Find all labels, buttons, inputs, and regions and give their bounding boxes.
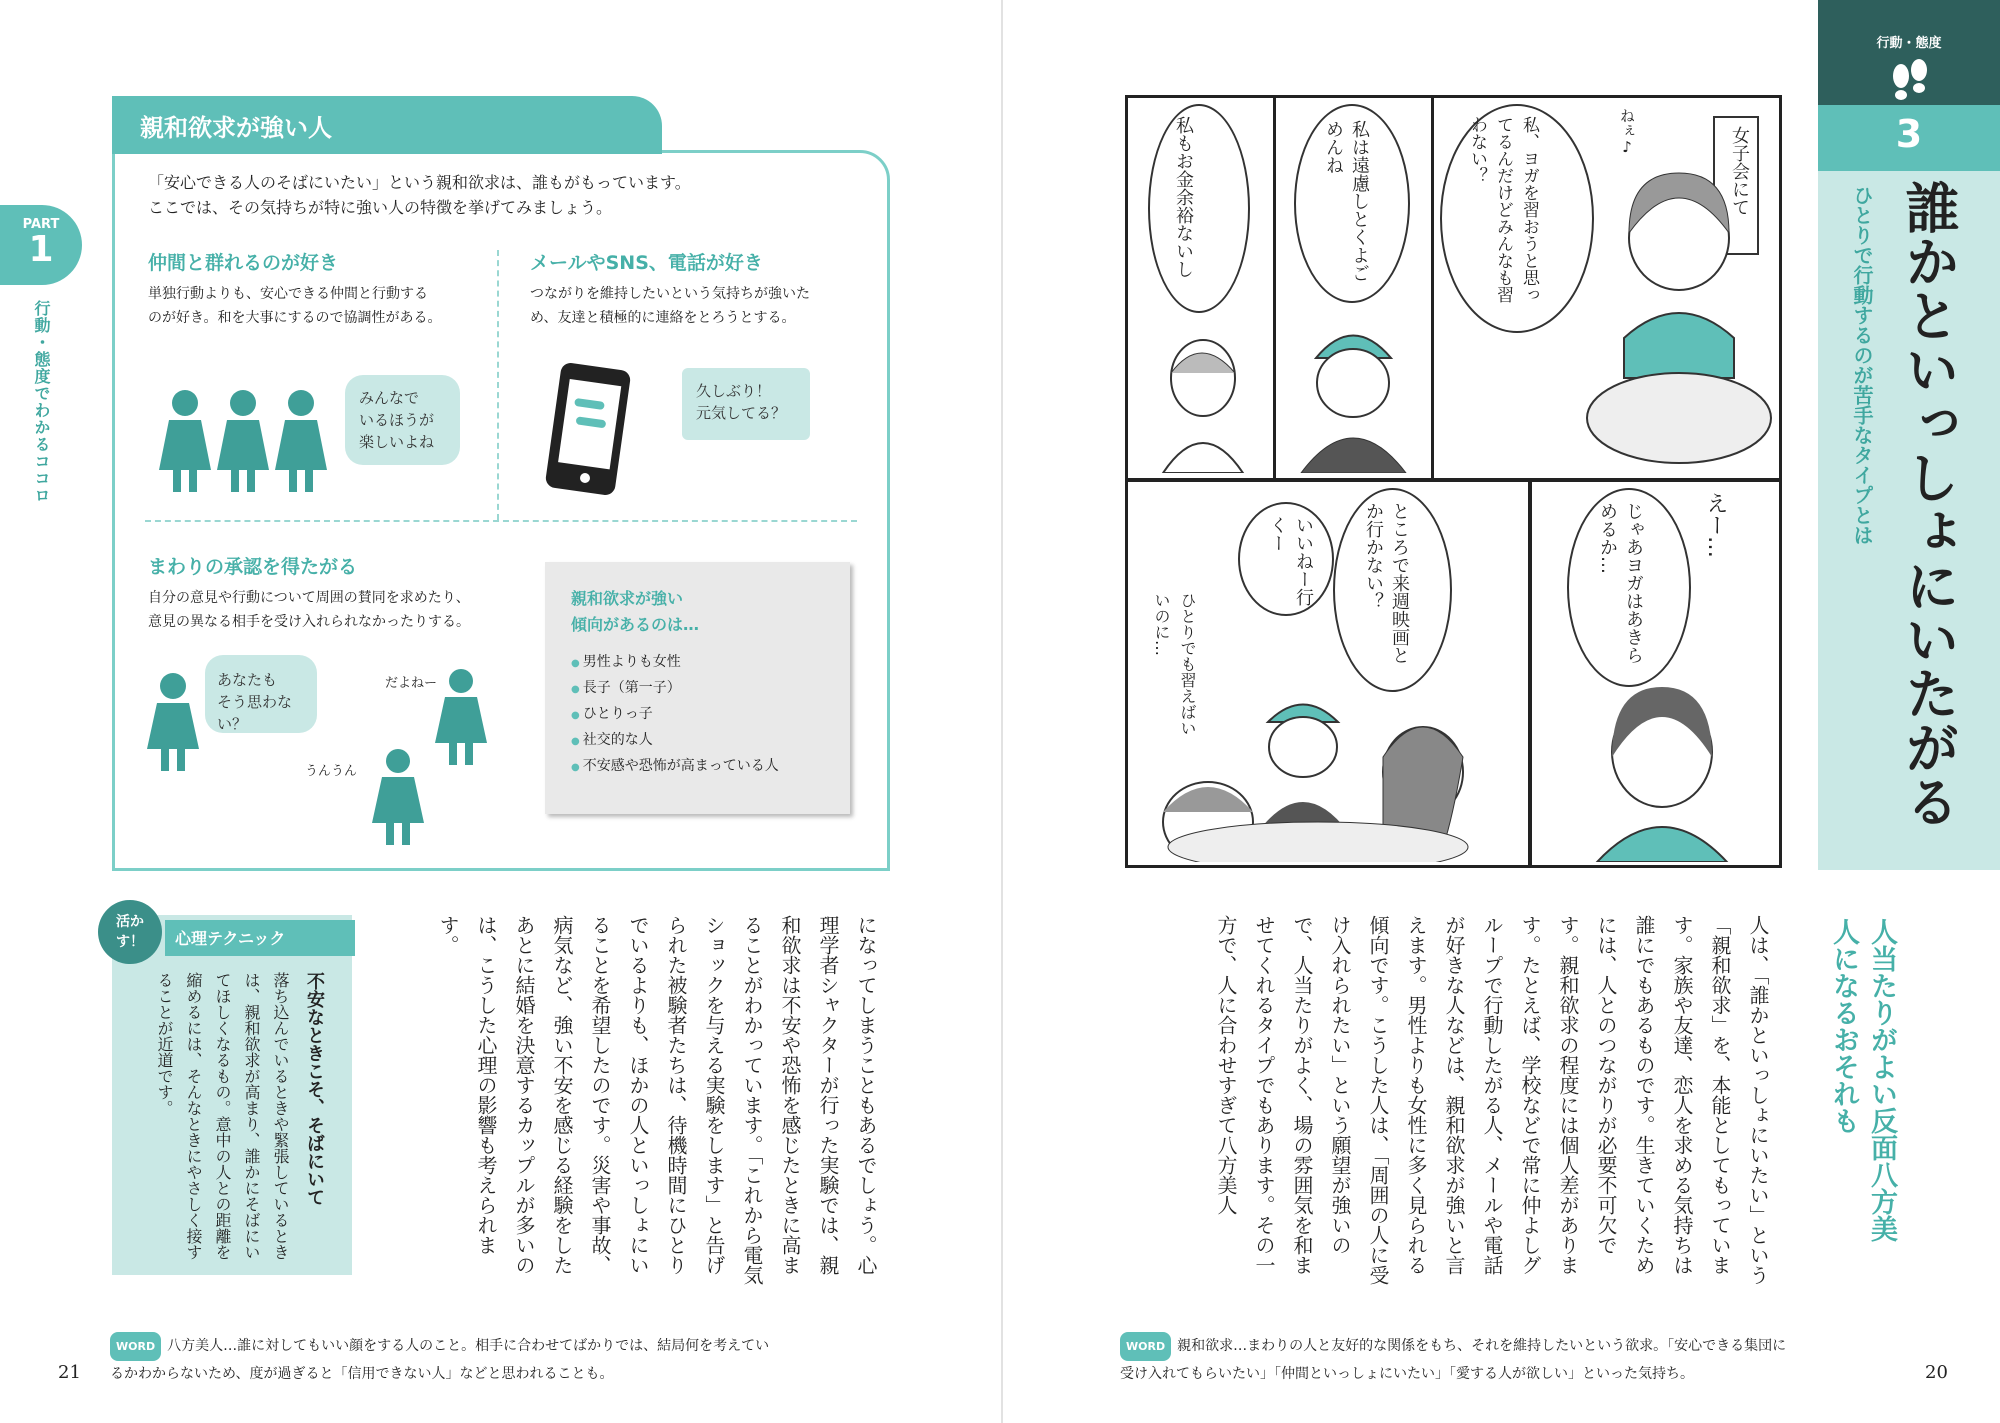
feature-text	[148, 586, 528, 634]
note-title-line: 傾向があるのは…	[571, 615, 700, 634]
three-people-icon	[155, 385, 335, 495]
comic-panel	[1273, 95, 1434, 481]
footnote-line: 受け入れてもらいたい」「仲間といっしょにいたい」「愛する人が欲しい」といった気持ち。	[1120, 1366, 1694, 1382]
technique-title: 心理テクニック	[175, 929, 286, 948]
bubble-line: いるほうが	[359, 411, 435, 429]
left-body-text: になってしまうこともあるでしょう。心理学者シャクターが行った実験では、親和欲求は不安や恐怖を感じたときに高まることがわかっています。「これから電気ショックを与える実験をします」と告げられた被験者たちは、待機時間にひとりでいるよりも、ほかの人といっしょにいることを希望したのです。災害や事故、病気など、強い不安を感じる経験をしたあとに結婚を決意するカップルが多いのは、こうした心理の影響も考えられます。	[436, 915, 878, 1285]
panel-thought: ひとりでも習えばいいのに…	[1152, 592, 1197, 736]
woman-figure	[1584, 168, 1774, 473]
feature-title: 仲間と群れるのが好き	[148, 252, 339, 274]
panel-speech: 私、ヨガを習おうと思ってるんだけどみんなも習わない？	[1467, 116, 1539, 303]
intro-line: ここでは、その気持ちが特に強い人の特徴を挙げてみましょう。	[148, 198, 613, 217]
sound-effect: ねぇ♪	[1618, 108, 1636, 156]
section-number: 3	[1895, 112, 1923, 156]
side-label: 行動・態度でわかるココロ	[32, 300, 51, 504]
panel-speech: いいねー行くー	[1267, 516, 1314, 606]
intro-line: 「安心できる人のそばにいたい」という親和欲求は、誰もがもっています。	[148, 173, 691, 192]
bubble-line: そう思わない？	[217, 693, 293, 733]
bubble-line: 久しぶり！	[696, 382, 772, 400]
feature-text-line: つながりを維持したいという気持ちが強いた	[530, 286, 810, 302]
bubble-line: 楽しいよね	[359, 433, 435, 451]
technique-badge	[98, 900, 162, 964]
note-title-line: 親和欲求が強い	[571, 589, 684, 608]
comic-panel	[1529, 479, 1782, 868]
women-at-table	[1148, 662, 1518, 862]
panel-speech: 私は遠慮しとくよごめんね	[1323, 120, 1370, 282]
feature-text-line: 意見の異なる相手を受け入れられなかったりする。	[148, 614, 470, 630]
panel-speech: じゃあヨガはあきらめるか…	[1597, 502, 1644, 664]
note-item: ● 社交的な人	[571, 728, 779, 754]
woman-figure	[1291, 313, 1416, 473]
sound-effect: えー…	[1703, 492, 1728, 558]
feature-text	[148, 282, 488, 330]
technique-lead: 不安なときこそ、そばにいて	[304, 972, 325, 1206]
bubble-line: あなたも	[217, 671, 278, 689]
woman-figure	[1552, 682, 1762, 862]
note-list	[571, 650, 779, 780]
person-icon	[372, 745, 427, 855]
feature-title: メールやSNS、電話が好き	[530, 252, 763, 274]
note-item: ● 長子（第一子）	[571, 676, 779, 702]
speech-bubble	[1148, 104, 1250, 313]
panel-speech: ところで来週映画とか行かない？	[1363, 502, 1410, 664]
person-icon	[145, 670, 205, 780]
comic-strip	[1125, 95, 1780, 865]
tendency-note	[545, 562, 850, 814]
feature-text-line: のが好き。和を大事にするので協調性がある。	[148, 310, 442, 326]
right-footnote	[1120, 1332, 1920, 1388]
section-label: 行動・態度	[1876, 36, 1942, 51]
comic-panel	[1431, 95, 1782, 481]
smartphone-icon	[545, 360, 635, 500]
panel-speech: 私もお金余裕ないし	[1173, 116, 1194, 278]
note-item: ● 不安感や恐怖が高まっている人	[571, 754, 779, 780]
part-number: 1	[28, 229, 54, 270]
footprints-icon	[1885, 58, 1935, 102]
note-title	[571, 586, 699, 638]
dashed-divider-horizontal	[145, 520, 857, 522]
word-tag: WORD	[1120, 1332, 1171, 1361]
small-reply: だよねー	[385, 676, 438, 691]
comic-panel	[1125, 95, 1276, 481]
page-number: 21	[58, 1362, 81, 1383]
badge-text: 活かす！	[116, 914, 144, 950]
feature-text	[530, 282, 870, 330]
page-title: 誰かといっしょにいたがる	[1897, 180, 1960, 828]
feature-text-line: 単独行動よりも、安心できる仲間と行動する	[148, 286, 428, 302]
small-reply: うんうん	[305, 764, 358, 779]
speech-bubble	[682, 368, 810, 440]
body-heading: 人当たりがよい反面八方美人になるおそれも	[1828, 918, 1897, 1242]
left-footnote	[110, 1332, 910, 1388]
page-spine	[1001, 0, 1003, 1423]
box-title: 親和欲求が強い人	[140, 114, 332, 142]
footnote-line: 八方美人…誰に対してもいい顔をする人のこと。相手に合わせてばかりでは、結局何を考えてい	[167, 1338, 770, 1354]
person-icon	[435, 665, 490, 775]
bubble-line: 元気してる？	[696, 404, 787, 422]
feature-title: まわりの承認を得たがる	[148, 556, 358, 578]
dashed-divider-vertical	[497, 250, 499, 520]
word-tag: WORD	[110, 1332, 161, 1361]
woman-figure	[1148, 323, 1258, 473]
box-intro	[148, 170, 848, 220]
note-item: ● 男性よりも女性	[571, 650, 779, 676]
speech-bubble	[205, 655, 317, 733]
part-tab	[0, 205, 82, 285]
footnote-line: るかわからないため、度が過ぎると「信用できない人」などと思われることも。	[110, 1366, 614, 1382]
part-label: PART	[22, 217, 60, 232]
note-item: ● ひとりっ子	[571, 702, 779, 728]
speech-bubble	[345, 375, 460, 465]
comic-panel	[1125, 479, 1531, 868]
feature-text-line: 自分の意見や行動について周囲の賛同を求めたり、	[148, 590, 470, 606]
technique-body: 落ち込んでいるときや緊張しているときは、親和欲求が高まり、誰かにそばにいてほしくなるもの。意中の人との距離を縮めるには、そんなときにやさしく接することが近道です。	[155, 972, 290, 1260]
page-number: 20	[1925, 1362, 1948, 1383]
panel-caption: 女子会にて	[1729, 126, 1750, 216]
bubble-line: みんなで	[359, 389, 420, 407]
feature-text-line: め、友達と積極的に連絡をとろうとする。	[530, 310, 796, 326]
right-body-text: 人は、「誰かといっしょにいたい」という「親和欲求」を、本能としてもっています。家族や友達、恋人を求める気持ちは誰にでもあるものです。生きていくためには、人とのつながりが必要不可欠です。親和欲求の程度には個人差があります。たとえば、学校などで常に仲よしグループで行動したがる人、メールや電話が好きな人などは、親和欲求が強いと言えます。男性よりも女性に多く見られる傾向です。こうした人は、「周囲の人に受け入れられたい」という願望が強いので、人当たりがよく、場の雰囲気を和ませてくれるタイプでもあります。その一方で、人に合わせすぎて八方美人	[1214, 915, 1770, 1285]
page-subtitle: ひとりで行動するのが苦手なタイプとは	[1850, 185, 1874, 545]
footnote-line: 親和欲求…まわりの人と友好的な関係をもち、それを維持したいという欲求。「安心できる集団に	[1177, 1338, 1787, 1354]
